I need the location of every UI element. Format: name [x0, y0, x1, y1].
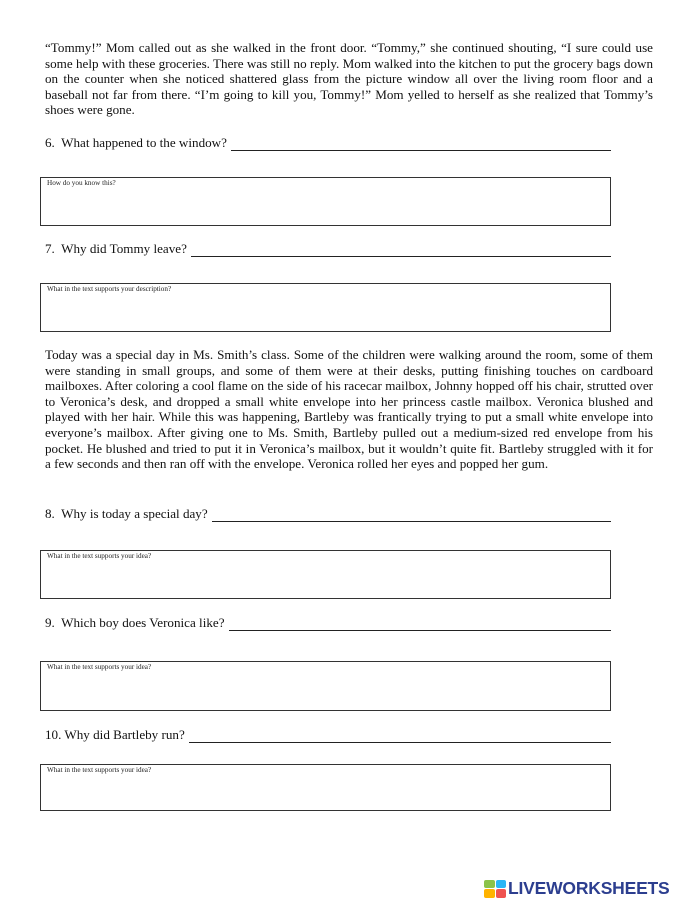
question-7-text: 7. Why did Tommy leave? [45, 241, 187, 256]
question-7-support-prompt: What in the text supports your description? [47, 285, 172, 293]
question-10-answer-line[interactable] [189, 730, 611, 743]
question-6-text: 6. What happened to the window? [45, 135, 227, 150]
question-8 [45, 506, 611, 522]
question-7 [45, 241, 611, 257]
passage-1: “Tommy!” Mom called out as she walked in the front door. “Tommy,” she continued shouting, “I sure could use some help with these groceries. There was still no reply. Mom walked into the kitchen to put the grocery bags down on the counter when she noticed shattered glass from the picture window all over the living room floor and a baseball not far from there. “I’m going to kill you, Tommy!” Mom yelled to herself as she realized that Tommy’s shoes were gone. [45, 40, 653, 118]
question-7-answer-line[interactable] [191, 244, 611, 257]
question-10-support-box[interactable] [40, 764, 611, 811]
question-8-text: 8. Why is today a special day? [45, 506, 208, 521]
question-9-text: 9. Which boy does Veronica like? [45, 615, 225, 630]
question-10-text: 10. Why did Bartleby run? [45, 727, 185, 742]
question-9-support-box[interactable] [40, 661, 611, 711]
liveworksheets-logo-text: LIVEWORKSHEETS [508, 878, 670, 898]
passage-2: Today was a special day in Ms. Smith’s class. Some of the children were walking around the room, some of them were standing in small groups, and some of them were at their desks, putting finishing touches on cardboard mailboxes. After coloring a cool flame on the side of his racecar mailbox, Johnny hopped off his chair, strutted over to Veronica’s desk, and dropped a small white envelope into her princess castle mailbox. Veronica blushed and played with her hair. While this was happening, Bartleby was frantically trying to put a small white envelope into everyone’s mailbox. After giving one to Ms. Smith, Bartleby pulled out a medium-sized red envelope from his pocket. He blushed and tried to put it in Veronica’s mailbox, but it wouldn’t quite fit. Bartleby struggled with it for a few seconds and then ran off with the envelope. Veronica rolled her eyes and popped her gum. [45, 347, 653, 472]
question-8-support-input[interactable] [41, 561, 610, 598]
question-9 [45, 615, 611, 631]
question-7-support-input[interactable] [41, 294, 610, 331]
question-10-support-input[interactable] [41, 775, 610, 810]
liveworksheets-logo [484, 878, 670, 899]
question-10 [45, 727, 611, 743]
question-6-support-input[interactable] [41, 188, 610, 225]
question-6-support-box[interactable] [40, 177, 611, 226]
question-10-support-prompt: What in the text supports your idea? [47, 766, 152, 774]
question-8-support-prompt: What in the text supports your idea? [47, 552, 152, 560]
question-7-support-box[interactable] [40, 283, 611, 332]
question-9-support-prompt: What in the text supports your idea? [47, 663, 152, 671]
question-8-answer-line[interactable] [212, 509, 611, 522]
question-9-support-input[interactable] [41, 672, 610, 710]
question-6 [45, 135, 611, 151]
question-6-support-prompt: How do you know this? [47, 179, 116, 187]
question-9-answer-line[interactable] [229, 618, 611, 631]
question-6-answer-line[interactable] [231, 138, 611, 151]
liveworksheets-logo-icon [484, 880, 506, 898]
question-8-support-box[interactable] [40, 550, 611, 599]
